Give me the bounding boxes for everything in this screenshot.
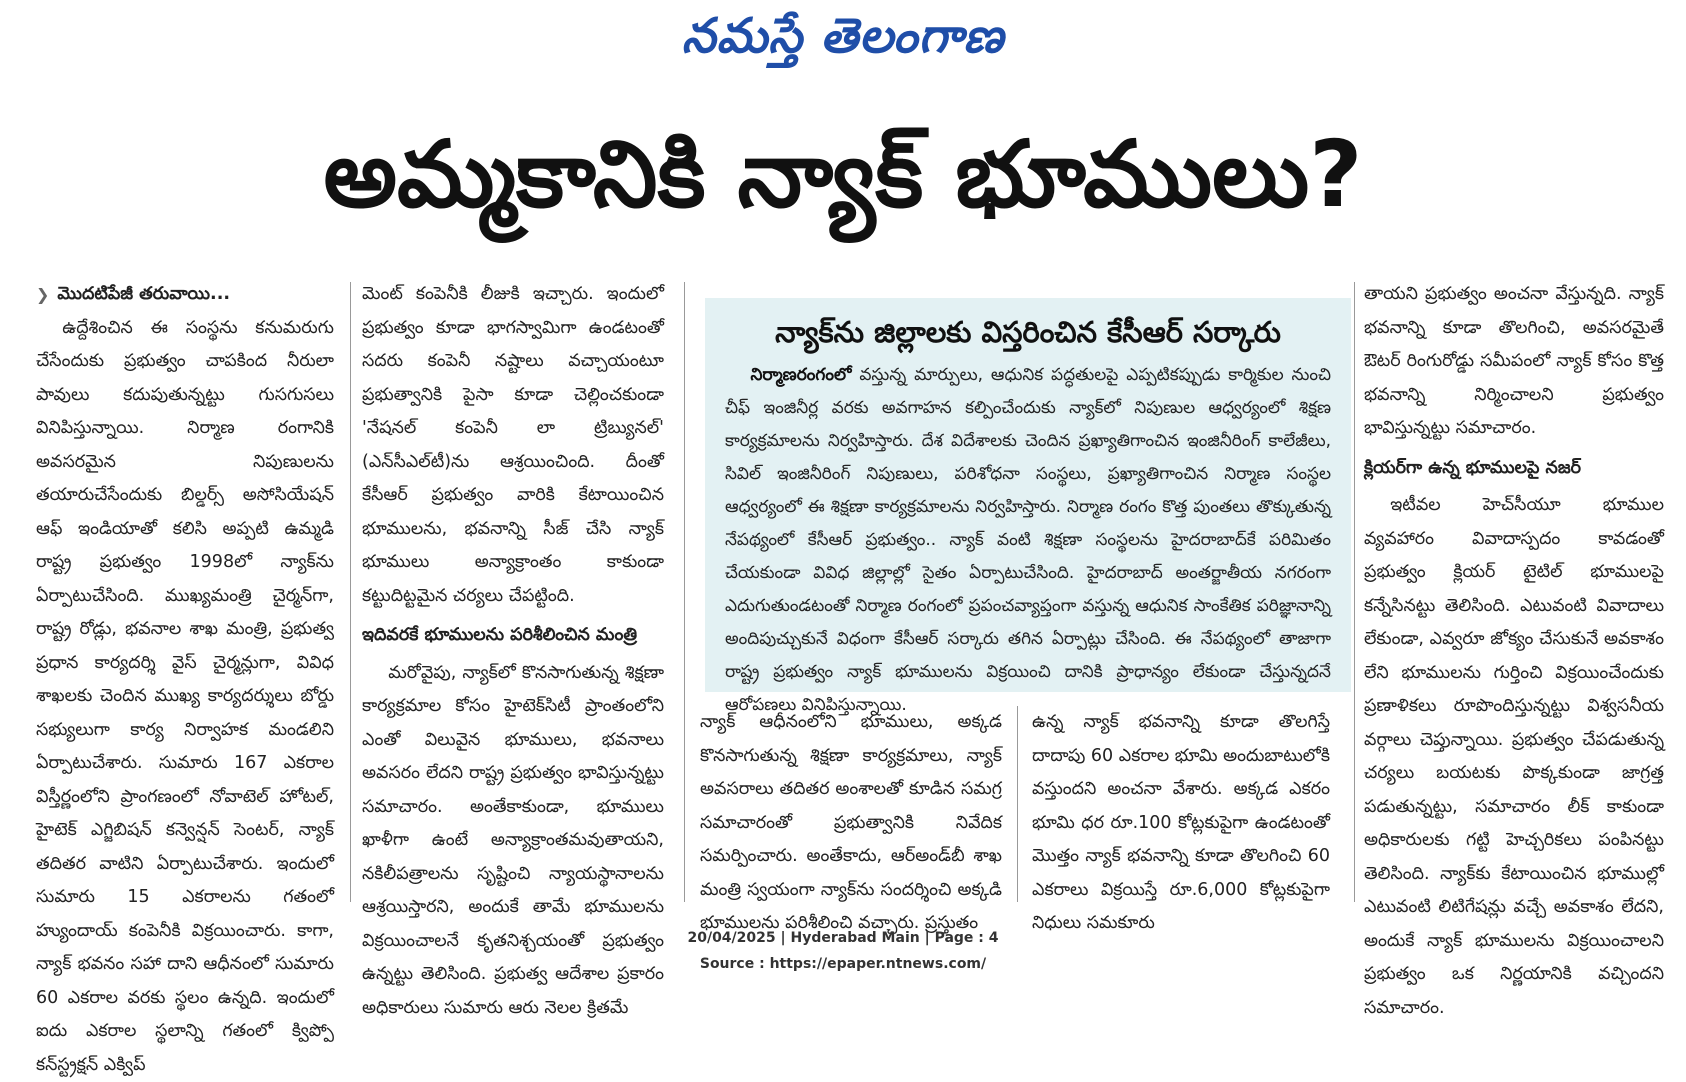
box-title: న్యాక్‌ను జిల్లాలకు విస్తరించిన కేసీఆర్ సర్కారు [725,316,1331,349]
column-1-text: ఉద్దేశించిన ఈ సంస్థను కనుమరుగు చేసేందుకు ప్రభుత్వం చాపకింద నీరులా పావులు కదుపుతున్నట్టు గుసగుసలు వినిపిస్తున్నాయి. నిర్మాణ రంగానికి అవసరమైన నిపుణులను తయారుచేసేందుకు బిల్డర్స్ అసోసియేషన్ ఆఫ్ ఇండియాతో కలిసి అప్పటి ఉమ్మడి రాష్ట్ర ప్రభుత్వం 1998లో న్యాక్‌ను ఏర్పాటుచేసింది. ముఖ్యమంత్రి చైర్మన్‌గా, రాష్ట్ర రోడ్లు, భవనాల శాఖ మంత్రి, ప్రభుత్వ ప్రధాన కార్యదర్శి వైస్ చైర్మన్లుగా, వివిధ శాఖలకు చెందిన ముఖ్య కార్యదర్శులు బోర్డు సభ్యులుగా కార్య నిర్వాహక మండలిని ఏర్పాటుచేశారు. సుమారు 167 ఎకరాల విస్తీర్ణంలోని ప్రాంగణంలో నోవాటెల్ హోటల్, హైటెక్ ఎగ్జిబిషన్ కన్వెన్షన్ సెంటర్, న్యాక్ తదితర వాటిని ఏర్పాటుచేశారు. ఇందులో సుమారు 15 ఎకరాలను గతంలో హ్యుందాయ్ కంపెనీకి విక్రయించారు. కాగా, న్యాక్ భవనం సహా దాని ఆధీనంలో సుమారు 60 ఎకరాల వరకు స్థలం ఉన్నది. ఇందులో ఐదు ఎకరాల స్థలాన్ని గతంలో క్విప్పో కన్‌స్ట్రక్షన్ ఎక్విప్ [36,312,334,1082]
subheading-clear-lands: క్లియర్‌గా ఉన్న భూములపై నజర్ [1364,452,1664,486]
column-divider [1354,282,1355,902]
column-divider [1017,706,1018,902]
article-column-2 [362,278,664,1025]
chevron-right-icon: ❯ [36,278,49,312]
column-divider [684,282,685,902]
column-5-text-a: తాయని ప్రభుత్వం అంచనా వేస్తున్నది. న్యాక్ భవనాన్ని కూడా తొలగించి, అవసరమైతే ఔటర్ రింగురోడ్డు సమీపంలో న్యాక్ కోసం కొత్త భవనాన్ని నిర్మించాలని ప్రభుత్వం భావిస్తున్నట్టు సమాచారం. [1364,278,1664,446]
article-column-3 [700,706,1002,941]
column-2-text-a: మెంట్ కంపెనీకి లీజుకి ఇచ్చారు. ఇందులో ప్రభుత్వం కూడా భాగస్వామిగా ఉండటంతో సదరు కంపెనీ నష్టాలు వచ్చాయంటూ ప్రభుత్వానికి పైసా కూడా చెల్లించకుండా 'నేషనల్ కంపెనీ లా ట్రిబ్యునల్' (ఎన్‌సీఎల్‌టీ)ను ఆశ్రయించింది. దీంతో కేసీఆర్ ప్రభుత్వం వారికి కేటాయించిన భూములను, భవనాన్ని సీజ్ చేసి న్యాక్ భూములు అన్యాక్రాంతం కాకుండా కట్టుదిట్టమైన చర్యలు చేపట్టింది. [362,278,664,613]
continued-from-front-page [36,278,334,312]
box-body [725,359,1331,722]
headline: అమ్మకానికి న్యాక్ భూములు? [0,120,1686,230]
newspaper-masthead: నమస్తే తెలంగాణ [0,8,1686,76]
box-text: వస్తున్న మార్పులు, ఆధునిక పద్ధతులపై ఎప్పటికప్పుడు కార్మికుల నుంచి చీఫ్ ఇంజినీర్ల వరకు అవగాహన కల్పించేందుకు న్యాక్‌లో నిపుణుల ఆధ్వర్యంలో శిక్షణ కార్యక్రమాలను నిర్వహిస్తారు. దేశ విదేశాలకు చెందిన ప్రఖ్యాతిగాంచిన ఇంజినీరింగ్ కాలేజీలు, సివిల్ ఇంజినీరింగ్ నిపుణులు, పరిశోధనా సంస్థలు, ప్రఖ్యాతిగాంచిన నిర్మాణ సంస్థల ఆధ్వర్యంలో ఈ శిక్షణా కార్యక్రమాలను నిర్వహిస్తారు. నిర్మాణ రంగం కొత్త పుంతలు తొక్కుతున్న నేపథ్యంలో కేసీఆర్ ప్రభుత్వం.. న్యాక్ వంటి శిక్షణా సంస్థలను హైదరాబాద్‌కే పరిమితం చేయకుండా వివిధ జిల్లాల్లో సైతం ఏర్పాటుచేసింది. హైదరాబాద్ అంతర్జాతీయ నగరంగా ఎదుగుతుండటంతో నిర్మాణ రంగంలో ప్రపంచవ్యాప్తంగా వస్తున్న ఆధునిక సాంకేతిక పరిజ్ఞానాన్ని అందిపుచ్చుకునే విధంగా కేసీఆర్ సర్కారు తగిన ఏర్పాట్లు చేసింది. ఈ నేపథ్యంలో తాజాగా రాష్ట్ర ప్రభుత్వం న్యాక్ భూములను విక్రయించి దానికి ప్రాధాన్యం లేకుండా చేస్తున్నదనే ఆరోపణలు వినిపిస్తున్నాయి. [725,365,1331,715]
box-lead: నిర్మాణరంగంలో [751,365,852,385]
sidebar-box [705,298,1351,692]
footer-date-edition: 20/04/2025 | Hyderabad Main | Page : 4 [0,930,1686,946]
column-4-text: ఉన్న న్యాక్ భవనాన్ని కూడా తొలగిస్తే దాదాపు 60 ఎకరాల భూమి అందుబాటులోకి వస్తుందని అంచనా వేశారు. అక్కడ ఎకరం భూమి ధర రూ.100 కోట్లకుపైగా ఉండటంతో మొత్తం న్యాక్ భవనాన్ని కూడా తొలగించి 60 ఎకరాలు విక్రయిస్తే రూ.6,000 కోట్లకుపైగా నిధులు సమకూరు [1032,706,1330,941]
article-column-5 [1364,278,1664,1025]
footer-source: Source : https://epaper.ntnews.com/ [0,956,1686,972]
article-column-4 [1032,706,1330,941]
continued-label: మొదటిపేజీ తరువాయి... [57,278,230,312]
column-3-text: న్యాక్ ఆధీనంలోని భూములు, అక్కడ కొనసాగుతున్న శిక్షణా కార్యక్రమాలు, న్యాక్ అవసరాలు తదితర అంశాలతో కూడిన సమగ్ర సమాచారంతో ప్రభుత్వానికి నివేదిక సమర్పించారు. అంతేకాదు, ఆర్‌అండ్‌బీ శాఖ మంత్రి స్వయంగా న్యాక్‌ను సందర్శించి అక్కడి భూములను పరిశీలించి వచ్చారు. ప్రస్తుతం [700,706,1002,941]
column-5-text-b: ఇటీవల హెచ్‌సీయూ భూముల వ్యవహారం వివాదాస్పదం కావడంతో ప్రభుత్వం క్లియర్ టైటిల్ భూములపై కన్నేసినట్టు తెలిసింది. ఎటువంటి వివాదాలు లేకుండా, ఎవ్వరూ జోక్యం చేసుకునే అవకాశం లేని భూములను గుర్తించి విక్రయించేందుకు ప్రణాళికలు రూపొందిస్తున్నట్టు విశ్వసనీయ వర్గాలు చెప్తున్నాయి. ప్రభుత్వం చేపడుతున్న చర్యలు బయటకు పొక్కకుండా జాగ్రత్త పడుతున్నట్టు, సమాచారం లీక్ కాకుండా అధికారులకు గట్టి హెచ్చరికలు పంపినట్టు తెలిసింది. న్యాక్‌కు కేటాయించిన భూముల్లో ఎటువంటి లిటిగేషన్లు వచ్చే అవకాశం లేదని, అందుకే న్యాక్ భూములను విక్రయించాలని ప్రభుత్వం ఒక నిర్ణయానికి వచ్చిందని సమాచారం. [1364,489,1664,1025]
subheading-minister: ఇదివరకే భూములను పరిశీలించిన మంత్రి [362,619,664,653]
column-divider [350,282,351,902]
column-2-text-b: మరోవైపు, న్యాక్‌లో కొనసాగుతున్న శిక్షణా కార్యక్రమాల కోసం హైటెక్‌సిటీ ప్రాంతంలోని ఎంతో విలువైన భూములు, భవనాలు అవసరం లేదని రాష్ట్ర ప్రభుత్వం భావిస్తున్నట్టు సమాచారం. అంతేకాకుండా, భూములు ఖాళీగా ఉంటే అన్యాక్రాంతమవుతాయని, నకిలీపత్రాలను సృష్టించి న్యాయస్థానాలను ఆశ్రయిస్తారని, అందుకే తామే భూములను విక్రయించాలనే కృతనిశ్చయంతో ప్రభుత్వం ఉన్నట్టు తెలిసింది. ప్రభుత్వ ఆదేశాల ప్రకారం అధికారులు సుమారు ఆరు నెలల క్రితమే [362,657,664,1026]
